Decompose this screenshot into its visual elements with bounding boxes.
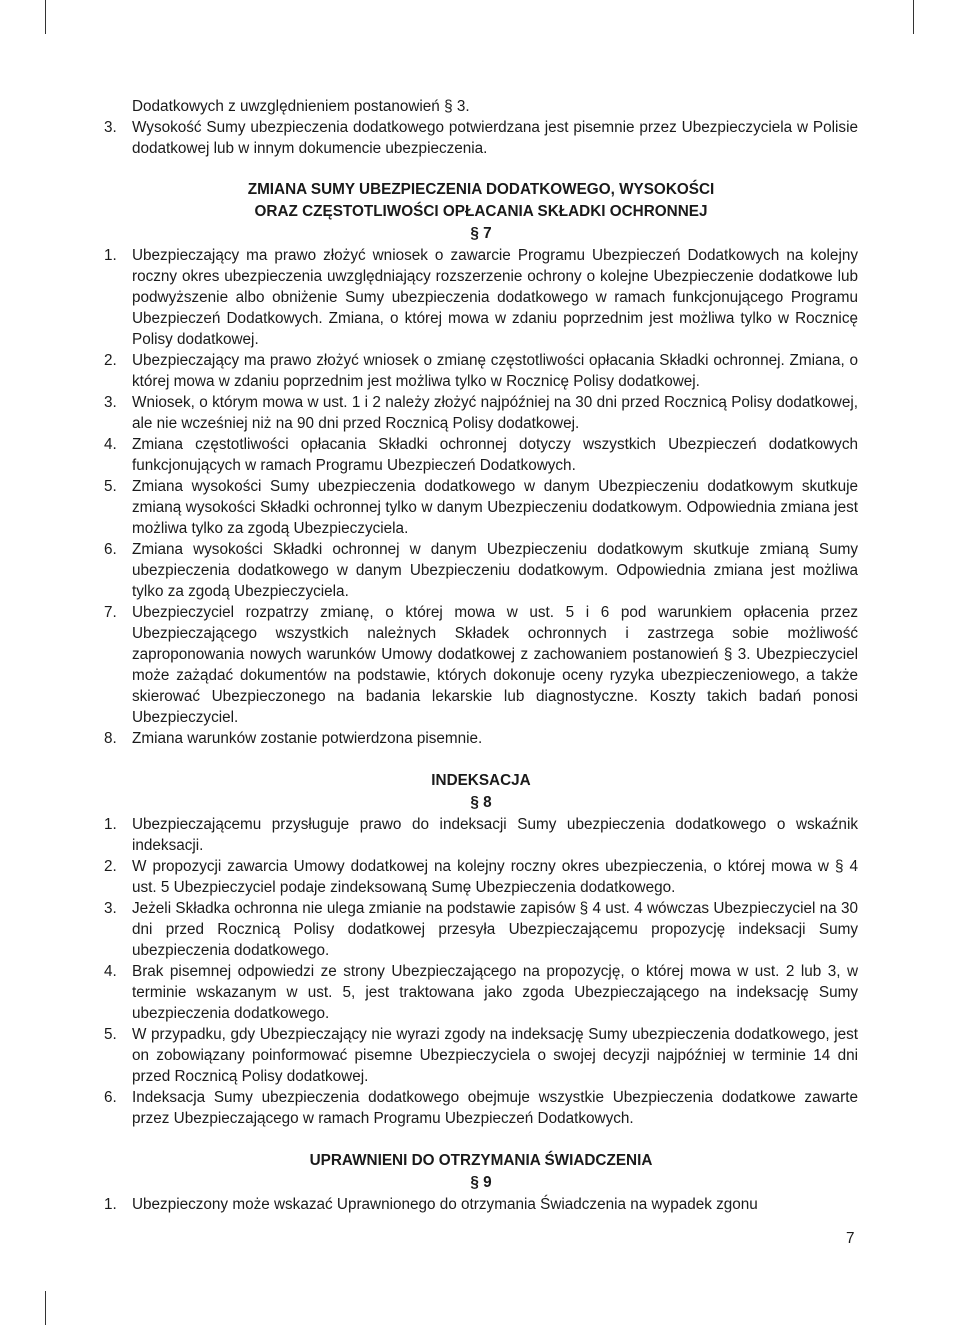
item-text: Wniosek, o którym mowa w ust. 1 i 2 należy złożyć najpóźniej na 30 dni przed Rocznicą Polisy dodatkowej, ale nie wcześniej niż na 90 dni przed Rocznicą Polisy dodatkowej.: [132, 394, 858, 432]
item-number: 5.: [104, 1026, 117, 1043]
item-number: 7.: [104, 604, 117, 621]
item-number: 1.: [104, 247, 117, 264]
item-number: 8.: [104, 730, 117, 747]
item-number: 3.: [104, 900, 117, 917]
section-7-heading-line-1: ZMIANA SUMY UBEZPIECZENIA DODATKOWEGO, WYSOKOŚCI: [247, 181, 715, 198]
list-item: [104, 539, 858, 602]
item-number: 5.: [104, 478, 117, 495]
item-text: Zmiana wysokości Sumy ubezpieczenia dodatkowego w danym Ubezpieczeniu dodatkowym skutkuje zmianą wysokości Składki ochronnej tylko w danym Ubezpieczeniu dodatkowym. Odpowiednia zmiana jest możliwa tylko za zgodą Ubezpieczyciela.: [132, 478, 858, 537]
item-text: Wysokość Sumy ubezpieczenia dodatkowego potwierdzana jest pisemnie przez Ubezpieczyciela w Polisie dodatkowej lub w innym dokumencie ubezpieczenia.: [132, 119, 858, 157]
list-item: [104, 898, 858, 961]
item-text: W propozycji zawarcia Umowy dodatkowej na kolejny roczny okres ubezpieczenia, o której mowa w § 4 ust. 5 Ubezpieczyciel podaje zindeksowaną Sumę Ubezpieczenia dodatkowego.: [132, 858, 858, 896]
item-number: 1.: [104, 1196, 117, 1213]
list-item: [104, 350, 858, 392]
item-text: Zmiana warunków zostanie potwierdzona pisemnie.: [132, 730, 483, 747]
list-item: [104, 856, 858, 898]
list-item: [104, 245, 858, 350]
section-9-paragraph-number: § 9: [470, 1174, 492, 1191]
section-7-list: [104, 245, 858, 749]
item-number: 6.: [104, 1089, 117, 1106]
item-text: W przypadku, gdy Ubezpieczający nie wyrazi zgody na indeksację Sumy ubezpieczenia dodatkowego, jest on zobowiązany poinformować pisemne Ubezpieczyciela o swojej decyzji najpóźniej w terminie 14 dni przed Rocznicą Polisy dodatkowej.: [132, 1026, 858, 1085]
document-page: [104, 96, 858, 1215]
list-item: [104, 434, 858, 476]
item-number: 2.: [104, 352, 117, 369]
list-item: [104, 1194, 858, 1215]
item-text: Jeżeli Składka ochronna nie ulega zmianie na podstawie zapisów § 4 ust. 4 wówczas Ubezpieczyciel na 30 dni przed Rocznicą Polisy dodatkowej przesyła Ubezpieczającemu propozycję indeksacji Sumy ubezpieczenia dodatkowego.: [132, 900, 858, 959]
item-text: Ubezpieczający ma prawo złożyć wniosek o zawarcie Programu Ubezpieczeń Dodatkowych na kolejny roczny okres ubezpieczenia uwzględniający rozszerzenie ochrony o kolejne Ubezpieczenie dodatkowe lub podwyższenie albo obniżenie Sumy ubezpieczenia dodatkowego w ramach funkcjonującego Programu Ubezpieczeń Dodatkowych. Zmiana, o której mowa w zdaniu poprzednim jest możliwa tylko w Rocznicę Polisy dodatkowej.: [132, 247, 858, 348]
list-item: [104, 961, 858, 1024]
list-item: [104, 602, 858, 728]
intro-list: [104, 117, 858, 159]
item-text: Ubezpieczającemu przysługuje prawo do indeksacji Sumy ubezpieczenia dodatkowego o wskaźnik indeksacji.: [132, 816, 858, 854]
item-text: Ubezpieczyciel rozpatrzy zmianę, o której mowa w ust. 5 i 6 pod warunkiem opłacenia przez Ubezpieczającego wszystkich należnych Składek ochronnych i zastrzega sobie możliwość zaproponowania nowych warunków Umowy dodatkowej z zachowaniem postanowień § 3. Ubezpieczyciel może zażądać dokumentów na podstawie, których dokonuje oceny ryzyka ubezpieczeniowego, a także skierować Ubezpieczonego na badania lekarskie lub diagnostyczne. Koszty takich badań ponosi Ubezpieczyciel.: [132, 604, 858, 726]
list-item: [104, 476, 858, 539]
item-text: Indeksacja Sumy ubezpieczenia dodatkowego obejmuje wszystkie Ubezpieczenia dodatkowe zawarte przez Ubezpieczającego w ramach Programu Ubezpieczeń Dodatkowych.: [132, 1089, 858, 1127]
list-item: [104, 1024, 858, 1087]
list-item: [104, 1087, 858, 1129]
item-number: 4.: [104, 436, 117, 453]
list-item: [104, 728, 858, 749]
item-text: Zmiana częstotliwości opłacania Składki ochronnej dotyczy wszystkich Ubezpieczeń dodatkowych funkcjonujących w ramach Programu Ubezpieczeń Dodatkowych.: [132, 436, 858, 474]
crop-mark-top-right: [913, 0, 914, 34]
section-9-list: [104, 1194, 858, 1215]
item-number: 4.: [104, 963, 117, 980]
section-8-list: [104, 814, 858, 1129]
section-7-heading-line-2: ORAZ CZĘSTOTLIWOŚCI OPŁACANIA SKŁADKI OCHRONNEJ: [254, 203, 708, 220]
item-number: 6.: [104, 541, 117, 558]
section-8-heading: INDEKSACJA: [431, 772, 531, 789]
item-number: 3.: [104, 394, 117, 411]
item-text: Ubezpieczający ma prawo złożyć wniosek o zmianę częstotliwości opłacania Składki ochronnej. Zmiana, o której mowa w zdaniu poprzednim jest możliwa tylko w Rocznicę Polisy dodatkowej.: [132, 352, 858, 390]
item-text: Brak pisemnej odpowiedzi ze strony Ubezpieczającego na propozycję, o której mowa w ust. 2 lub 3, w terminie wskazanym w ust. 5, jest traktowana jako zgoda Ubezpieczającego na indeksację Sumy ubezpieczenia dodatkowego.: [132, 963, 858, 1022]
item-number: 2.: [104, 858, 117, 875]
section-9-heading: UPRAWNIENI DO OTRZYMANIA ŚWIADCZENIA: [309, 1152, 653, 1169]
section-8-paragraph-number: § 8: [470, 794, 492, 811]
item-number: 3.: [104, 119, 117, 136]
page-number: 7: [846, 1230, 855, 1247]
item-text: Ubezpieczony może wskazać Uprawnionego do otrzymania Świadczenia na wypadek zgonu: [132, 1196, 758, 1213]
crop-mark-top-left: [45, 0, 46, 34]
list-item: [104, 117, 858, 159]
list-item: [104, 814, 858, 856]
intro-line: Dodatkowych z uwzględnieniem postanowień § 3.: [132, 98, 470, 115]
section-7-paragraph-number: § 7: [470, 225, 492, 242]
item-number: 1.: [104, 816, 117, 833]
list-item: [104, 392, 858, 434]
crop-mark-bottom-left: [45, 1291, 46, 1325]
item-text: Zmiana wysokości Składki ochronnej w danym Ubezpieczeniu dodatkowym skutkuje zmianą Sumy ubezpieczenia dodatkowego w danym Ubezpieczeniu dodatkowym. Odpowiednia zmiana jest możliwa tylko za zgodą Ubezpieczyciela.: [132, 541, 858, 600]
